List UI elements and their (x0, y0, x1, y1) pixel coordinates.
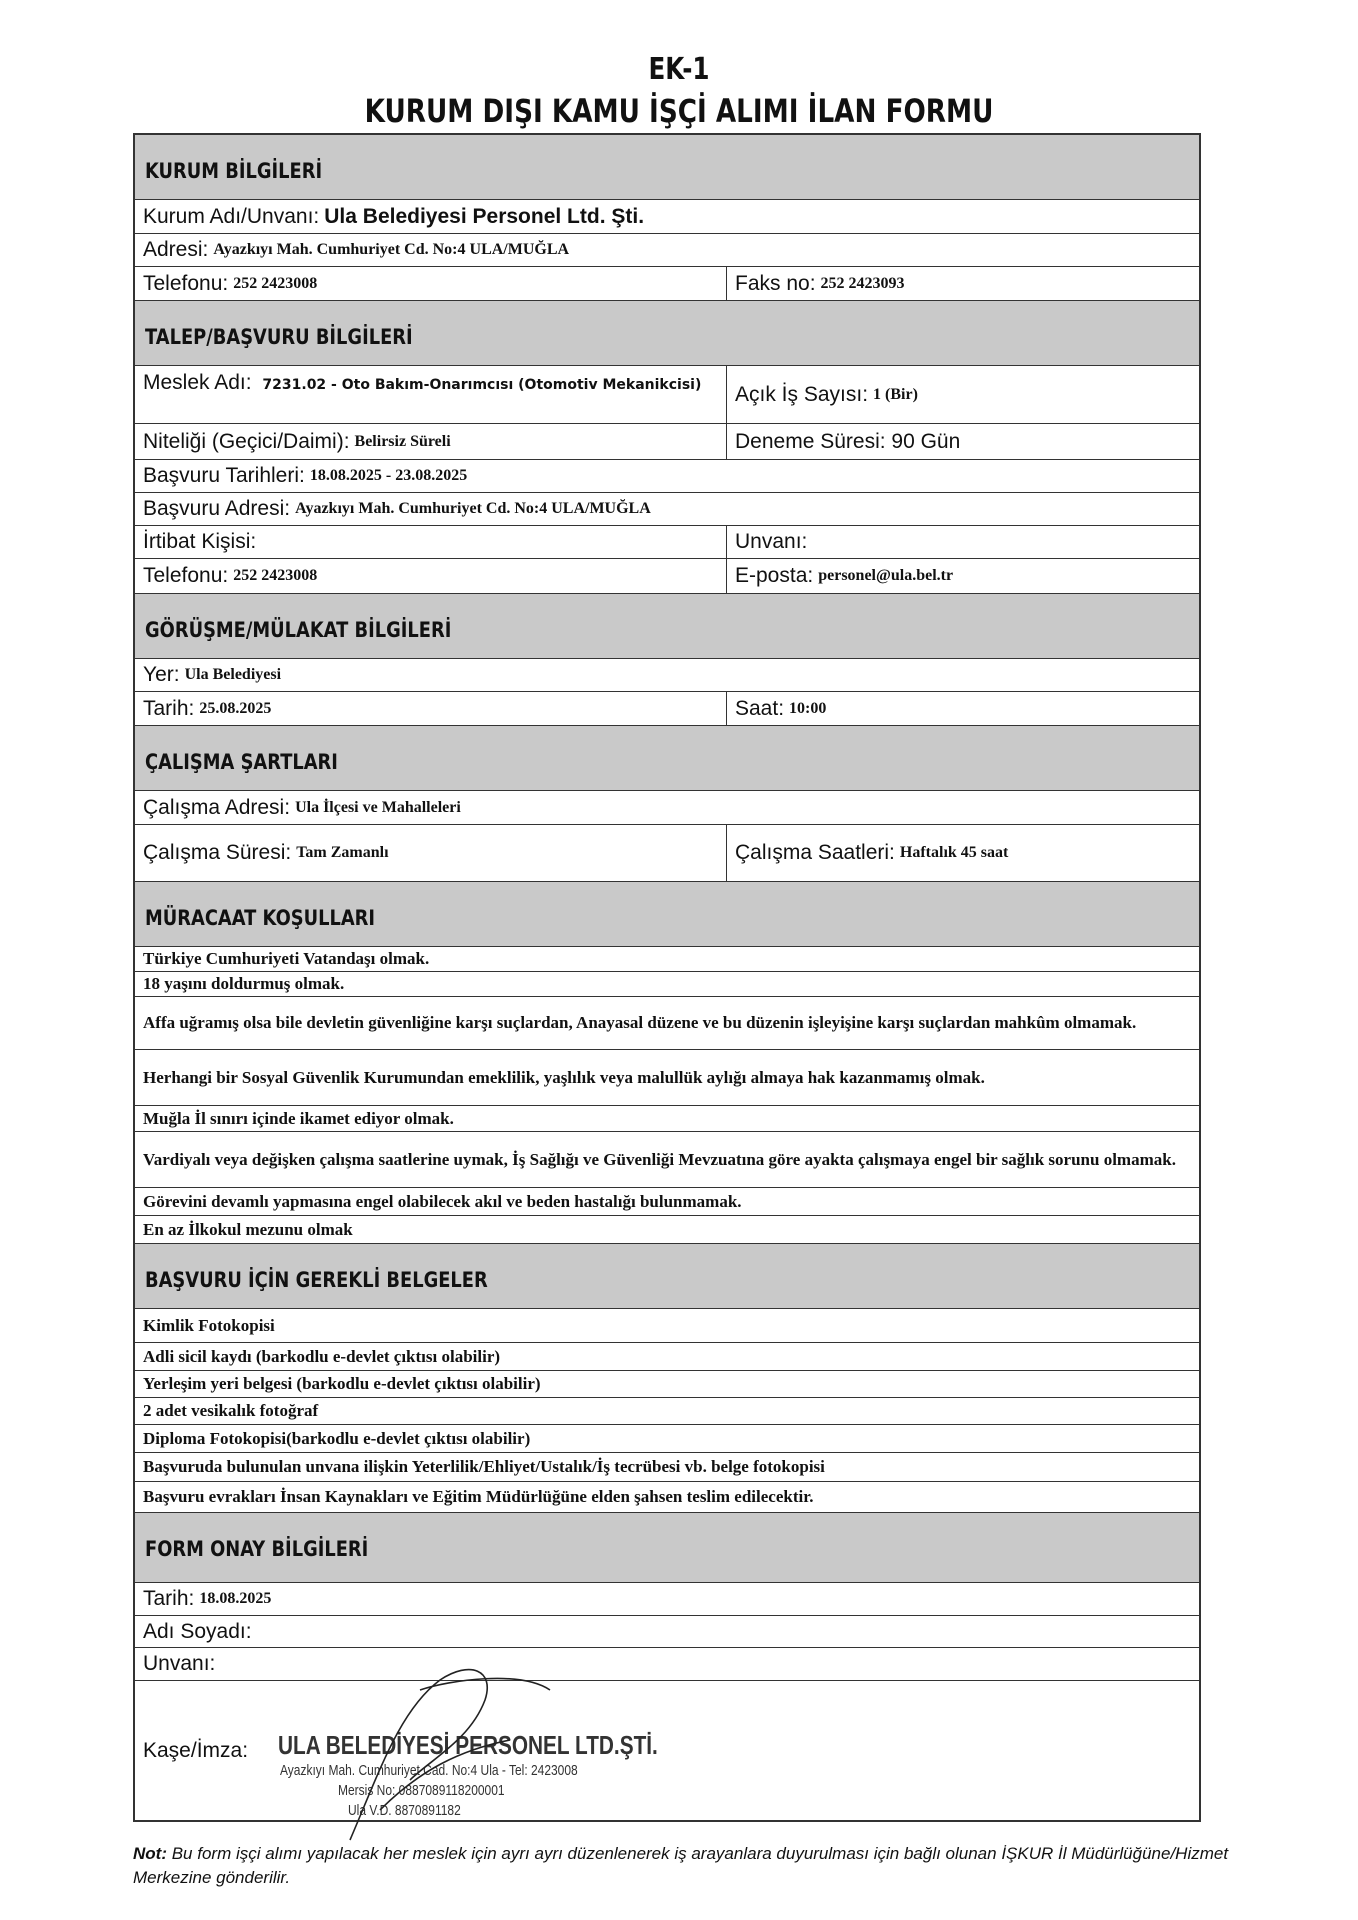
stamp-line: Ayazkıyı Mah. Cumhuriyet Cad. No:4 Ula - Tel: 2423008 (280, 1762, 578, 1779)
niteligi (135, 424, 727, 459)
condition-item: Muğla İl sınırı içinde ikamet ediyor olmak. (143, 1108, 454, 1128)
section-header-gorusme (135, 594, 1199, 659)
document-code: EK-1 (648, 52, 710, 87)
kase-imza: Kaşe/İmza: (143, 1739, 249, 1762)
condition-item: Herhangi bir Sosyal Güvenlik Kurumundan emeklilik, yaşlılık veya malullük aylığı almaya hak kazanmamış olmak. (143, 1067, 985, 1087)
value: 252 2423008 (233, 274, 318, 292)
document-item: Başvuru evrakları İnsan Kaynakları ve Eğitim Müdürlüğüne elden şahsen teslim edilecektir. (143, 1487, 814, 1506)
value: Ula İlçesi ve Mahalleleri (295, 798, 461, 816)
label: Yer: (143, 663, 180, 686)
condition-item: Türkiye Cumhuriyeti Vatandaşı olmak. (143, 949, 430, 968)
value: 18.08.2025 - 23.08.2025 (309, 467, 468, 484)
value: Ayazkıyı Mah. Cumhuriyet Cd. No:4 ULA/MUĞLA (295, 500, 651, 517)
value: 18.08.2025 (199, 1590, 272, 1607)
signature-icon (320, 1650, 560, 1850)
label: Açık İş Sayısı: (735, 382, 869, 406)
section-title: GÖRÜŞME/MÜLAKAT BİLGİLERİ (145, 618, 452, 642)
document-item: Adli sicil kaydı (barkodlu e-devlet çıktısı olabilir) (143, 1346, 501, 1366)
value: Haftalık 45 saat (899, 844, 1009, 861)
label: Başvuru Tarihleri: (143, 464, 305, 487)
section-title: ÇALIŞMA ŞARTLARI (145, 750, 338, 774)
document-item: Diploma Fotokopisi(barkodlu e-devlet çıktısı olabilir) (143, 1428, 531, 1448)
label: Tarih: (143, 1587, 195, 1610)
section-header-talep (135, 301, 1199, 366)
stamp-line: ULA BELEDİYESİ PERSONEL LTD.ŞTİ. (278, 1730, 658, 1760)
deneme-suresi: Deneme Süresi: 90 Gün (735, 429, 961, 453)
section-title: FORM ONAY BİLGİLERİ (145, 1537, 369, 1561)
label: Telefonu: (143, 564, 229, 587)
document-item: Yerleşim yeri belgesi (barkodlu e-devlet çıktısı olabilir) (143, 1374, 541, 1393)
stamp-line: Ula V.D. 8870891182 (348, 1802, 461, 1819)
condition-item: Vardiyalı veya değişken çalışma saatlerine uymak, İş Sağlığı ve Güvenliği Mevzuatına göre ayakta çalışmaya engel bir sağlık sorunu olmamak. (143, 1149, 1176, 1169)
section-title: KURUM BİLGİLERİ (145, 159, 323, 183)
value: Tam Zamanlı (296, 844, 389, 861)
irtibat-unvani: Unvanı: (735, 530, 808, 553)
label: Niteliği (Geçici/Daimi): (143, 429, 350, 453)
section-title: TALEP/BAŞVURU BİLGİLERİ (145, 325, 413, 349)
value: 25.08.2025 (199, 699, 272, 717)
calisma-saatleri (727, 825, 1199, 881)
label: Telefonu: (143, 271, 229, 295)
calisma-adresi (135, 791, 1199, 824)
gorusme-saat (727, 692, 1199, 725)
kurum-faks (727, 267, 1199, 300)
value: Ayazkıyı Mah. Cumhuriyet Cd. No:4 ULA/MUĞLA (213, 241, 570, 258)
acik-is-sayisi (727, 366, 1199, 423)
note-text: Bu form işçi alımı yapılacak her meslek için ayrı ayrı düzenlenerek iş arayanlara duyurulması için bağlı olunan İŞKUR İl Müdürlüğüne/Hizmet Merkezine gönderilir. (133, 1844, 1229, 1887)
onay-unvani: Unvanı: (143, 1652, 216, 1675)
section-header-calisma (135, 726, 1199, 791)
section-header-muracaat (135, 882, 1199, 947)
label: Saat: (735, 696, 785, 720)
value: 1 (Bir) (873, 385, 918, 403)
condition-item: Görevini devamlı yapmasına engel olabilecek akıl ve beden hastalığı bulunmamak. (143, 1191, 742, 1211)
calisma-suresi (135, 825, 727, 881)
section-header-onay (135, 1513, 1199, 1583)
label: E-posta: (735, 564, 814, 587)
section-title: MÜRACAAT KOŞULLARI (145, 906, 376, 930)
label: Çalışma Adresi: (143, 795, 291, 819)
basvuru-adresi (135, 493, 1199, 525)
section-header-belgeler (135, 1244, 1199, 1309)
value: 252 2423093 (820, 274, 905, 292)
label: Kurum Adı/Unvanı: (143, 204, 320, 228)
condition-item: Affa uğramış olsa bile devletin güvenliğine karşı suçlardan, Anayasal düzene ve bu düzenin işleyişine karşı suçlardan mahkûm olmamak. (143, 1013, 1137, 1032)
document-item: 2 adet vesikalık fotoğraf (143, 1401, 319, 1420)
value: 7231.02 - Oto Bakım-Onarımcısı (Otomotiv Mekanikcisi) (262, 377, 702, 393)
form-table (133, 133, 1201, 1822)
gorusme-yer (135, 659, 1199, 691)
value: Ula Belediyesi Personel Ltd. Şti. (324, 204, 645, 228)
kurum-adres (135, 234, 1199, 266)
onay-adi-soyadi: Adı Soyadı: (143, 1619, 252, 1643)
label: Meslek Adı: (143, 371, 252, 394)
basvuru-tarihleri (135, 460, 1199, 492)
condition-item: En az İlkokul mezunu olmak (143, 1219, 353, 1239)
gorusme-tarih (135, 692, 727, 725)
value: 10:00 (789, 699, 827, 717)
stamp-line: Mersis No: 0887089118200001 (338, 1782, 505, 1799)
value: personel@ula.bel.tr (818, 567, 954, 584)
label: Adresi: (143, 238, 209, 261)
label: Başvuru Adresi: (143, 497, 291, 520)
section-header-kurum (135, 135, 1199, 200)
condition-item: 18 yaşını doldurmuş olmak. (143, 974, 345, 993)
value: Belirsiz Süreli (354, 432, 451, 450)
note-label: Not: (133, 1844, 167, 1863)
label: Faks no: (735, 271, 816, 295)
irtibat-telefon (135, 559, 727, 593)
onay-tarih (135, 1583, 1199, 1615)
kurum-adi (135, 200, 1199, 233)
footer-note (133, 1842, 1233, 1890)
kurum-telefon (135, 267, 727, 300)
value: 252 2423008 (233, 567, 318, 584)
irtibat-kisisi: İrtibat Kişisi: (135, 526, 727, 558)
document-item: Başvuruda bulunulan unvana ilişkin Yeterlilik/Ehliyet/Ustalık/İş tecrübesi vb. belge fotokopisi (143, 1457, 825, 1476)
document-item: Kimlik Fotokopisi (143, 1315, 275, 1335)
label: Çalışma Saatleri: (735, 841, 895, 864)
value: Ula Belediyesi (184, 666, 282, 683)
section-title: BAŞVURU İÇİN GEREKLİ BELGELER (145, 1268, 488, 1292)
irtibat-eposta (727, 559, 1199, 593)
document-title: KURUM DIŞI KAMU İŞÇİ ALIMI İLAN FORMU (364, 92, 994, 130)
label: Çalışma Süresi: (143, 841, 292, 864)
label: Tarih: (143, 696, 195, 720)
meslek-adi (135, 366, 727, 423)
